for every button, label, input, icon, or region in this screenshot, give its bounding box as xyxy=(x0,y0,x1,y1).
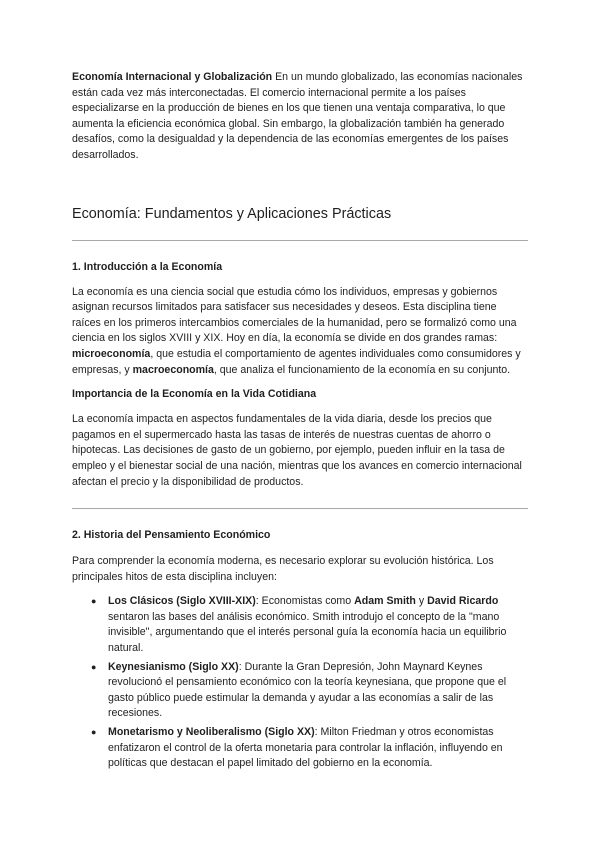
list-item-title: Keynesianismo (Siglo XX) xyxy=(108,660,239,673)
section-1-text-c: , que estudia el comportamiento de agentes individuales como consumidores y empresas, y xyxy=(72,347,521,376)
name-adam-smith: Adam Smith xyxy=(354,595,416,608)
list-item xyxy=(72,660,528,722)
section-2-heading: 2. Historia del Pensamiento Económico xyxy=(72,529,271,542)
list-item xyxy=(72,725,528,772)
intro-paragraph xyxy=(72,70,528,164)
section-1-heading: 1. Introducción a la Economía xyxy=(72,260,223,273)
section-1-paragraph-2: La economía impacta en aspectos fundamentales de la vida diaria, desde los precios que pagamos en el supermercado hasta las tasas de interés de nuestras cuentas de ahorro o hipotecas. Las decisiones de gasto de un gobierno, por ejemplo, pueden influir en la tasa de empleo y el bienestar social de una nación, mientras que los avances en comercio internacional afectan el precio y la disponibilidad de productos. xyxy=(72,413,522,488)
section-1-text-d: , que analiza el funcionamiento de la economía en su conjunto. xyxy=(213,363,511,376)
section-divider xyxy=(72,508,528,509)
list-item-title: Monetarismo y Neoliberalismo (Siglo XX) xyxy=(108,726,315,739)
bullet-icon: ● xyxy=(91,596,97,607)
bullet-icon: ● xyxy=(91,727,97,738)
intro-text: En un mundo globalizado, las economías nacionales están cada vez más interconectadas. El comercio internacional permite a los países especializarse en la producción de bienes en los que tienen una ventaja comparativa, lo que aumenta la eficiencia económica global. Sin embargo, la globalización también ha generado desafíos, como la desigualdad y la dependencia de las economías emergentes de los países desarrollados. xyxy=(72,71,523,161)
list-item-title: Los Clásicos (Siglo XVIII-XIX) xyxy=(108,595,256,608)
list-item-text: y xyxy=(415,595,428,608)
list-item-text: sentaron las bases del análisis económico. Smith introdujo el concepto de la "mano invisible", argumentando que el interés personal guía la economía hacia un equilibrio natural. xyxy=(108,610,507,655)
section-1-subheading: Importancia de la Economía en la Vida Cotidiana xyxy=(72,388,317,401)
term-microeconomia: microeconomía xyxy=(72,347,151,360)
list-item xyxy=(72,594,528,656)
section-1-text-a: La economía es una ciencia social que estudia cómo los individuos, empresas y gobiernos asignan recursos limitados para satisfacer sus necesidades y deseos. Esta disciplina tiene raíces en los primeros intercambios comerciales de la humanidad, pero se formalizó como una ciencia en los siglos XVIII y XIX. Hoy en día, la economía se divide en dos grandes ramas: xyxy=(72,285,517,345)
intro-lead: Economía Internacional y Globalización xyxy=(72,71,273,83)
list-item-text: : Durante la Gran Depresión, John Maynard Keynes revolucionó el pensamiento económico con la teoría keynesiana, que propone que el gasto público puede estimular la demanda y ayudar a las economías a salir de las recesiones. xyxy=(108,660,507,720)
document-page xyxy=(72,70,528,775)
section-divider xyxy=(72,240,528,241)
history-list xyxy=(72,594,528,772)
bullet-icon: ● xyxy=(91,661,97,672)
document-title: Economía: Fundamentos y Aplicaciones Prácticas xyxy=(72,205,392,222)
name-david-ricardo: David Ricardo xyxy=(427,595,499,608)
term-macroeconomia: macroeconomía xyxy=(132,363,214,376)
section-2-paragraph: Para comprender la economía moderna, es necesario explorar su evolución histórica. Los principales hitos de esta disciplina incluyen: xyxy=(72,555,494,583)
list-item-text: : Economistas como xyxy=(255,595,355,608)
list-item-text: : Milton Friedman y otros economistas enfatizaron el control de la oferta monetaria para controlar la inflación, influyendo en políticas que destacan el papel limitado del gobierno en la economía. xyxy=(108,726,503,770)
section-1-paragraph xyxy=(72,285,528,379)
